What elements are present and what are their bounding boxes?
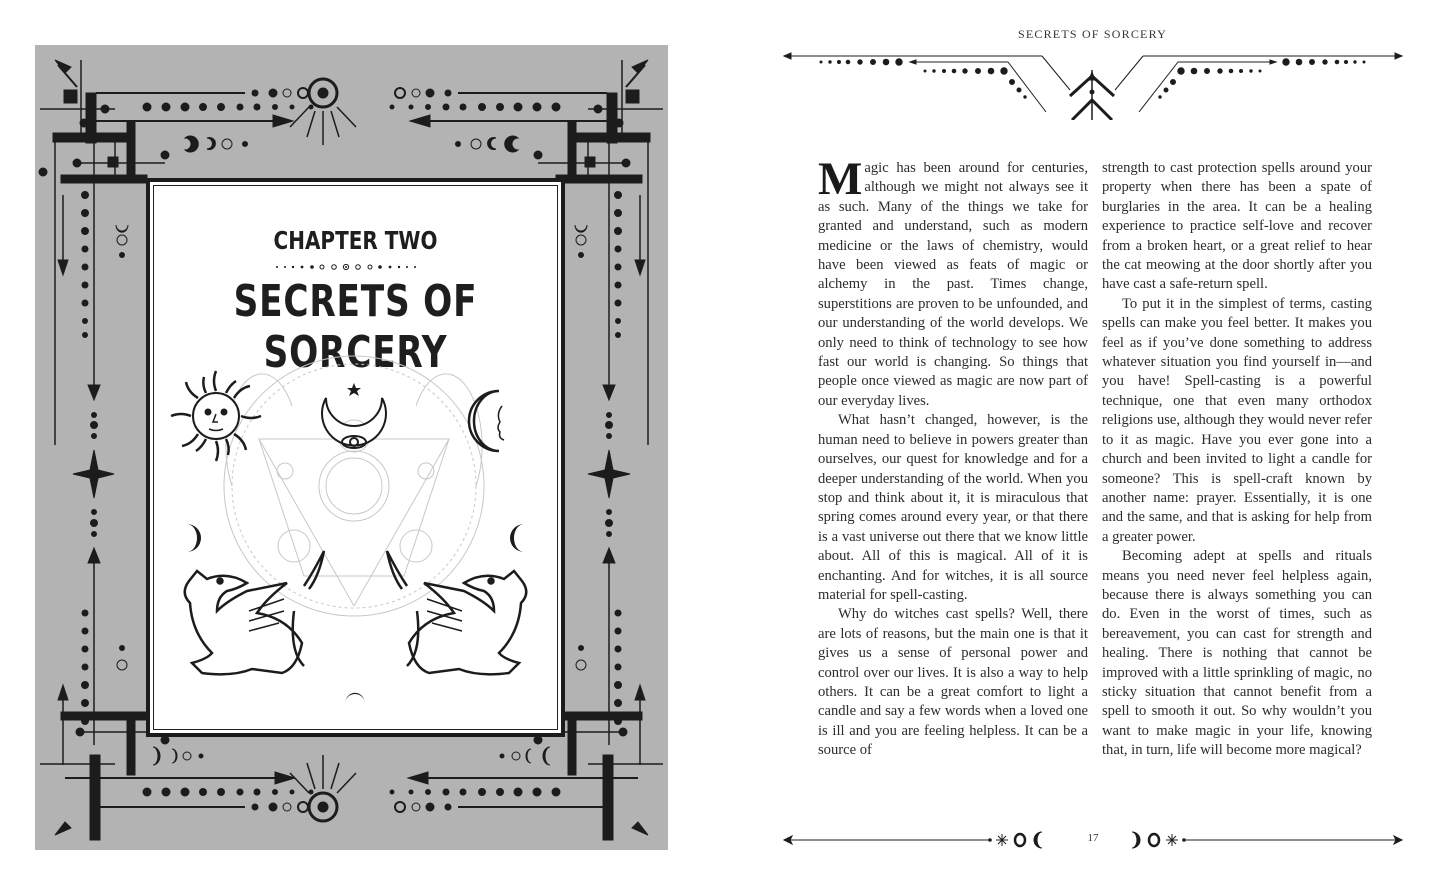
griffin-right (387, 551, 526, 674)
alchemy-circle (224, 356, 484, 616)
chapter-title-panel (146, 178, 565, 737)
crescent-moon-icon (1034, 832, 1042, 848)
paragraph: Magic has been around for centuries, although we might not always see it as such. Many of the things we take for granted and understand, such as modern medicine or the laws of chemistry, would have been viewed as feats of magic or alchemy in the past. Times change, superstitions are proven to be unfounded, and our understanding of the world develops. We only need to think of technology to see how fast our world is changing. So things that people once viewed as magic are now part of our everyday lives. (818, 153, 1088, 409)
running-head: SECRETS OF SORCERY (1018, 27, 1167, 41)
chapter-illustration (154, 186, 557, 729)
full-moon-icon (1149, 834, 1159, 846)
crescent-moon-icon (1132, 832, 1140, 848)
footer-ornament (780, 828, 1445, 858)
small-crescent-icon (345, 693, 365, 704)
sun-face-icon (171, 371, 261, 461)
paragraph: What hasn’t changed, however, is the human need to believe in powers greater than ourselves, our quest for knowledge and for a deeper understanding of the world. When you stop and think about it, it is miraculous that spring comes around every year, or that there is a vast universe out there that we know little about. All of this is magical. All of it is enchanting. And for witches, it is all source material for spell-casting. (818, 412, 1088, 603)
body-column-left (818, 153, 1088, 761)
star-icon (996, 834, 1008, 846)
chapter-title: SECRETS OF SORCERY (233, 276, 478, 378)
paragraph: To put it in the simplest of terms, casting spells can make you feel better. It makes you feel as if you’ve done something to address whatever situation you find yourself in—and you have! Spell-casting is a powerful technique, one that even many orthodox religions use, although they would never refer to it as magic. Have you ever gone into a church and been invited to light a candle for someone? This is spell-craft known by another name: prayer. Essentially, it is one and the same, and that is asking for help from a greater power. (1102, 295, 1372, 545)
chapter-label: CHAPTER TWO (273, 226, 438, 255)
crescent-right-icon (510, 524, 524, 552)
body-column-right (1102, 159, 1372, 761)
paragraph: Becoming adept at spells and rituals means you need never feel helpless again, because there is always something you can do. Even in the worst of times, such as bereavement, you can cast for strength and healing. There is nothing that cannot be improved with a little sprinkling of magic, no sticky situation that cannot benefit from a spell to smooth it out. So why wouldn’t you want to make magic in your life, knowing that, in turn, life will become more magical? (1102, 548, 1372, 759)
star-icon (1166, 834, 1178, 846)
panel-inner-border (153, 185, 558, 730)
full-moon-icon (1015, 834, 1025, 846)
text-page (780, 0, 1445, 888)
crescent-eye-icon (322, 383, 386, 448)
drop-cap: M (818, 153, 863, 205)
paragraph: strength to cast protection spells around your property when there has been a spate of burglaries in the area. It can be a healing experience to practice self-love and recover from a broken heart, or a great relief to hear the cat meowing at the door shortly after you have cast a safe-return spell. (1102, 160, 1372, 293)
page-number: 17 (1087, 832, 1099, 844)
crescent-left-icon (187, 524, 201, 552)
paragraph: Why do witches cast spells? Well, there are lots of reasons, but the main one is that it gives us a sense of personal power and control over our lives. It is also a way to help others. It can be a great comfort to light a candle and say a few words when a loved one is ill and you are feeling helpless. It can be a source of (818, 606, 1088, 759)
chapter-opener-page (35, 45, 668, 850)
header-ornament (780, 40, 1445, 120)
